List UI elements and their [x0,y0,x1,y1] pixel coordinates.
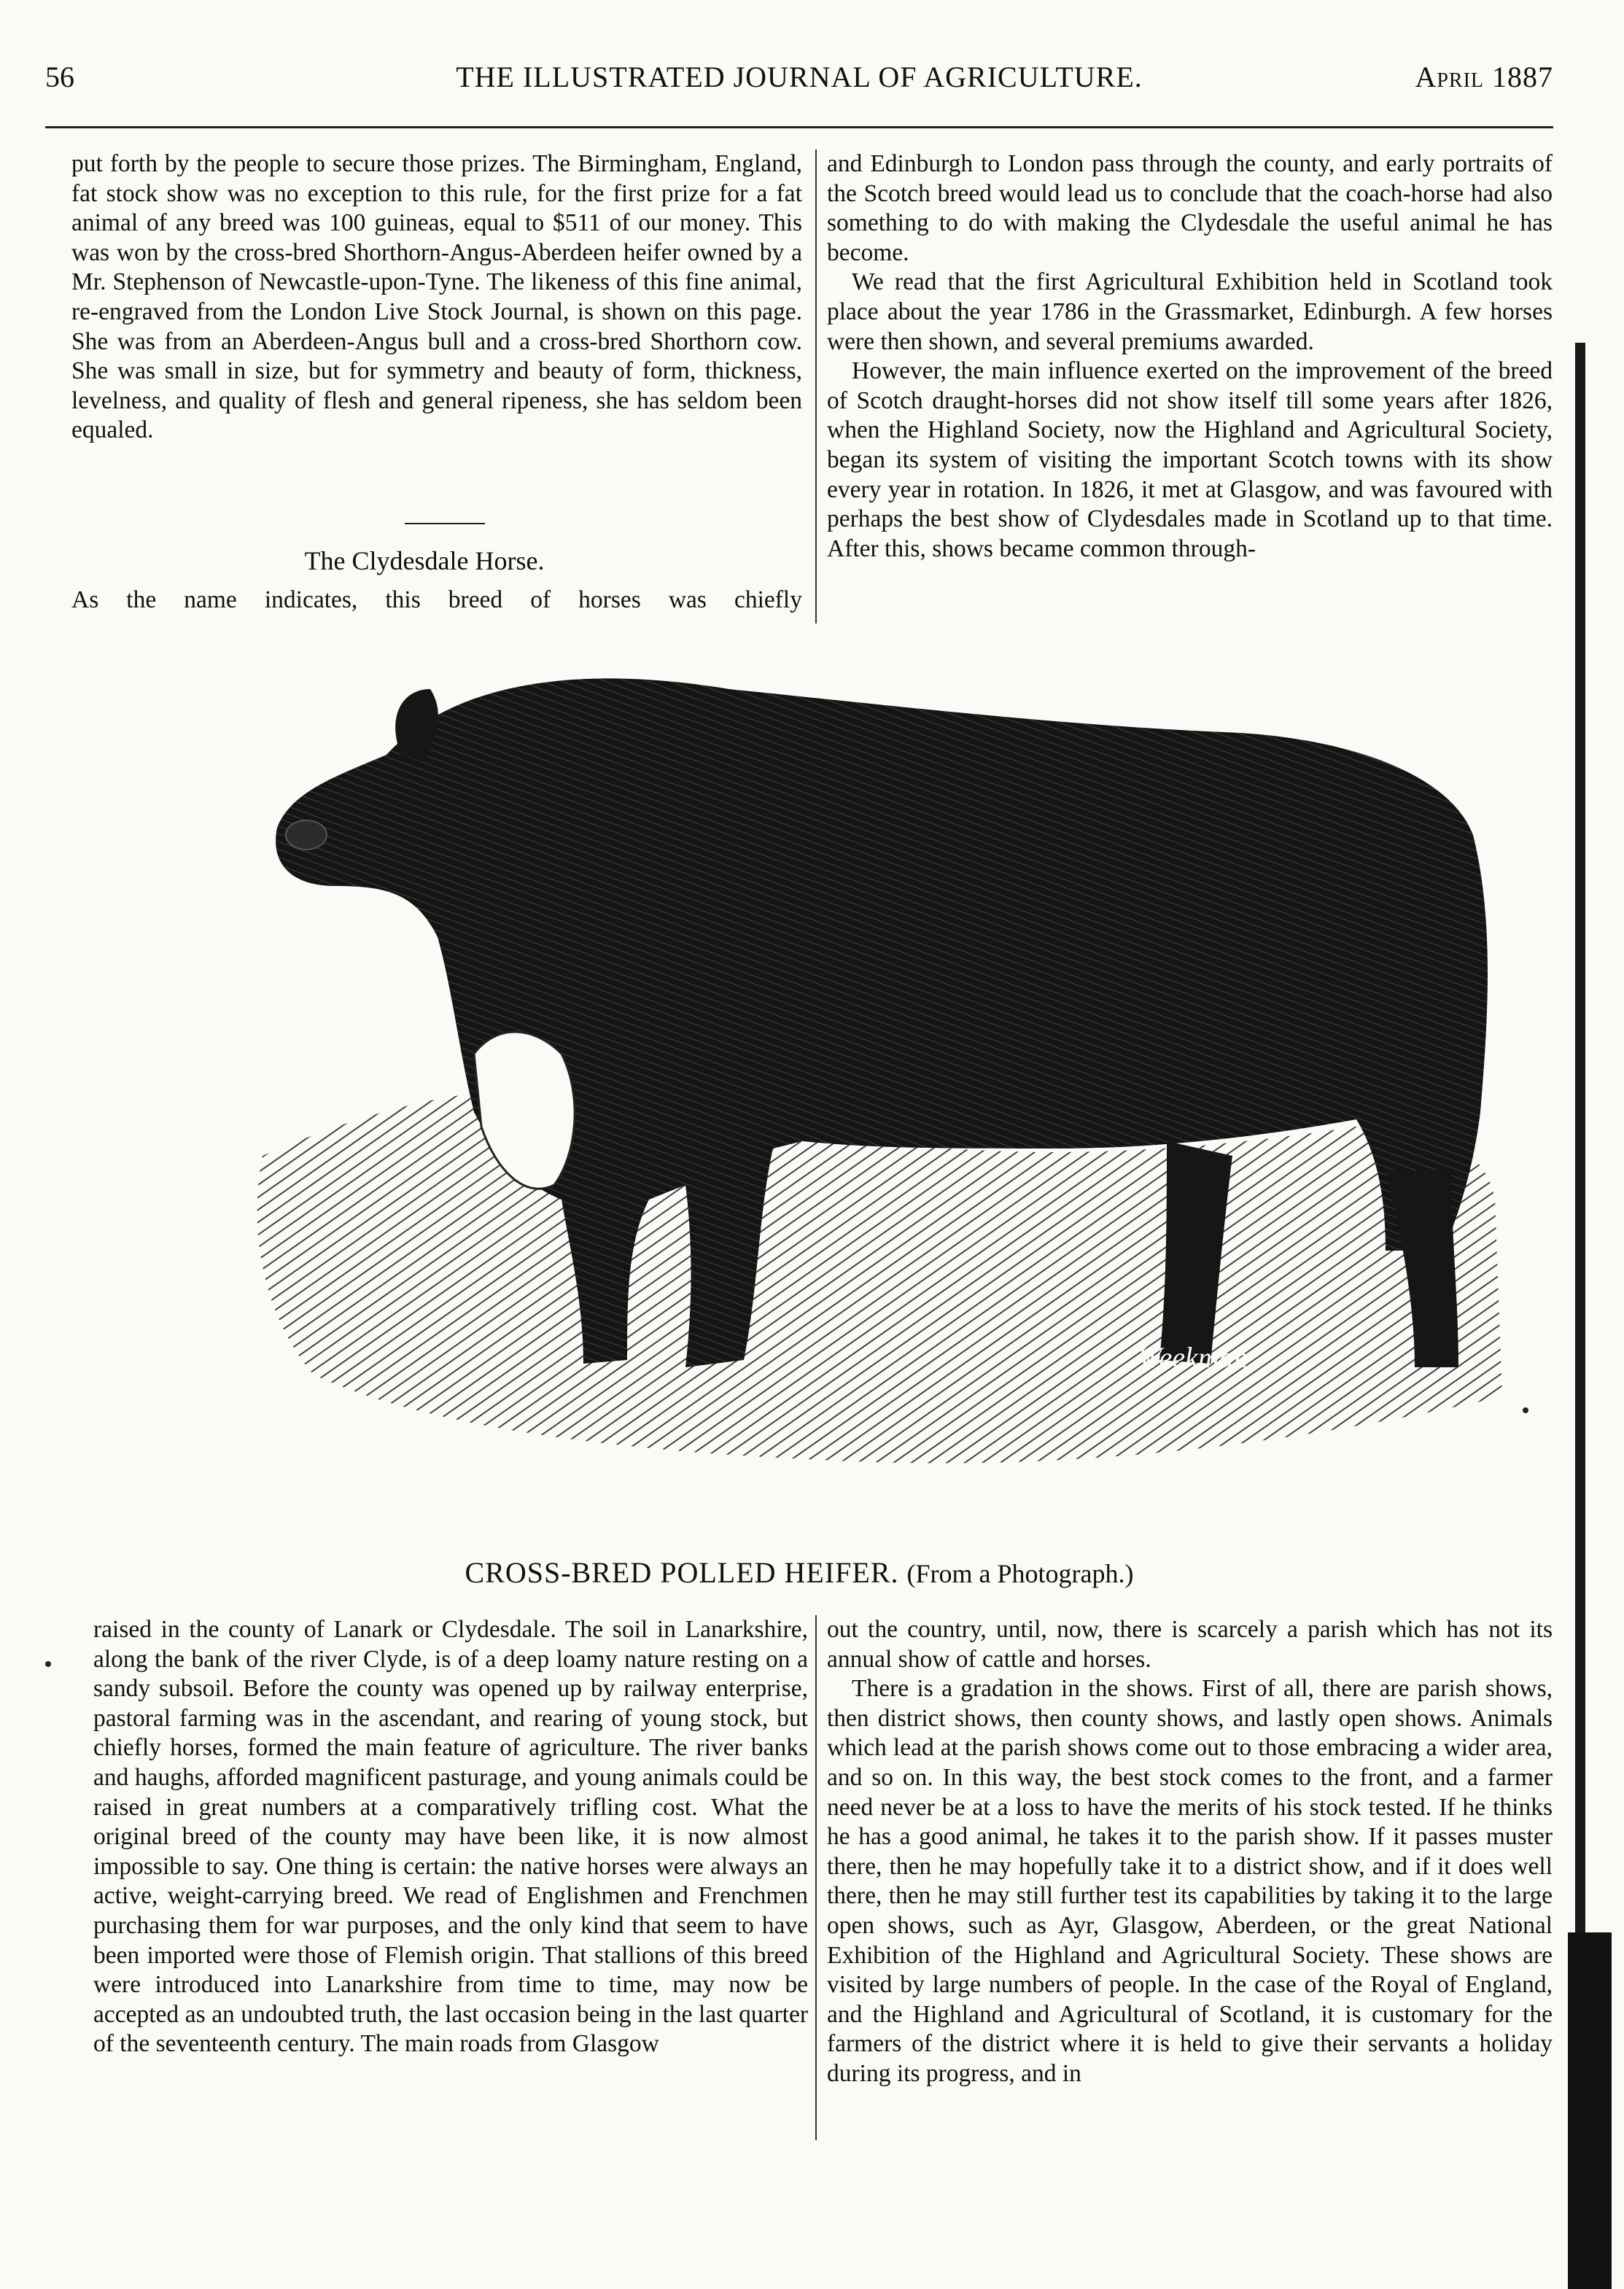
journal-title: THE ILLUSTRATED JOURNAL OF AGRICULTURE. [456,61,1143,93]
page-number: 56 [45,61,74,93]
section-divider-rule [405,523,485,524]
scan-speck [45,1661,51,1667]
heifer-paragraph: put forth by the people to secure those prizes. The Birmingham, England, fat stock show was no exception to this rule, for the first prize for a fat animal of any breed was 100 guineas, equal to $511 of our money. This was won by the cross-bred Shorthorn-Angus-Aberdeen heifer owned by a Mr. Stephenson of Newcastle-upon-Tyne. The likeness of this fine animal, re-engraved from the London Live Stock Journal, is shown on this page. She was from an Aberdeen-Angus bull and a cross-bred Shorthorn cow. She was small in size, but for symmetry and beauty of form, thickness, levelness, and quality of flesh and general ripeness, she has seldom been equaled. [71,150,802,444]
bottom-column-divider [815,1615,817,2140]
bottom-left-paragraph: raised in the county of Lanark or Clydesdale. The soil in Lanarkshire, along the bank of the river Clyde, is of a deep loamy nature resting on a sandy subsoil. Before the county was opened up by railway enterprise, pastoral farming was in the ascendant, and rearing of young stock, but chiefly horses, formed the main feature of agriculture. The river banks and haughs, afforded magnificent pasturage, and young animals could be raised in great numbers at a comparatively trifling cost. What the original breed of the county may have been like, it is now almost impossible to say. One thing is certain: the native horses were always an active, weight-carrying breed. We read of Englishmen and Frenchmen purchasing them for war purposes, and the only kind that seem to have been imported were those of Flemish origin. That stallions of this breed were introduced into Lanarkshire from time to time, may now be accepted as an undoubted truth, the last occasion being in the last quarter of the seventeenth century. The main roads from Glasgow [93,1616,808,2058]
clydesdale-opening: As the name indicates, this breed of horses was chiefly [71,586,802,613]
top-right-paragraph-1: and Edinburgh to London pass through the county, and early portraits of the Scotch breed would lead us to conclude that the coach-horse had also something to do with making the Clydesdale the useful animal he has become. [827,150,1553,266]
section-opening-line [71,586,802,615]
top-column-divider [815,149,817,623]
issue-date: April 1887 [1415,61,1553,93]
scan-speck [1523,1407,1528,1413]
bottom-right-paragraph-1: out the country, until, now, there is scarcely a parish which has not its annual show of cattle and horses. [827,1616,1553,1673]
bottom-left-column [93,1615,808,2059]
scan-edge-blot [1568,1932,1612,2289]
top-left-column [71,149,802,446]
caption-note: (From a Photograph.) [906,1559,1134,1588]
engraver-signature: Weekman [1138,1341,1248,1374]
section-heading: The Clydesdale Horse. [304,546,545,575]
top-right-paragraph-2: We read that the first Agricultural Exhibition held in Scotland took place about the year 1786 in the Grassmarket, Edinburgh. A few horses were then shown, and several premiums awarded. [827,268,1553,355]
top-right-paragraph-3: However, the main influence exerted on the improvement of the breed of Scotch draught-horses did not show itself till some years after 1826, when the Highland Society, now the Highland and Agricultural Society, began its system of visiting the important Scotch towns with its show every year in rotation. In 1826, it met at Glasgow, and was favoured with perhaps the best show of Clydesdales made in Scotland up to that time. After this, shows became common through- [827,357,1553,562]
running-header [45,60,1553,106]
bottom-right-paragraph-2: There is a gradation in the shows. First of all, there are parish shows, then district shows, then county shows, and lastly open shows. Animals which lead at the parish shows come out to those embracing a wider area, and so on. In this way, the best stock comes to the front, and a farmer need never be at a loss to have the merits of his stock tested. If he thinks he has a good animal, he takes it to the parish show. If it passes muster there, then he may hopefully take it to a district show, and if it does well there, then he may still further test its capabilities by taking it to the large open shows, such as Ayr, Glasgow, Aberdeen, or the great National Exhibition of the Highland and Agricultural Society. These shows are visited by large numbers of people. In the case of the Royal of England, and the Highland and Agricultural of Scotland, it is customary for the farmers of the district where it is held to give their servants a holiday during its progress, and in [827,1675,1553,2087]
heifer-engraving [219,645,1524,1528]
muzzle [286,820,327,850]
header-rule [45,126,1553,128]
top-right-column [827,149,1553,564]
bottom-right-column [827,1615,1553,2089]
figure-caption [45,1555,1553,1590]
caption-title: CROSS-BRED POLLED HEIFER. [465,1556,899,1589]
